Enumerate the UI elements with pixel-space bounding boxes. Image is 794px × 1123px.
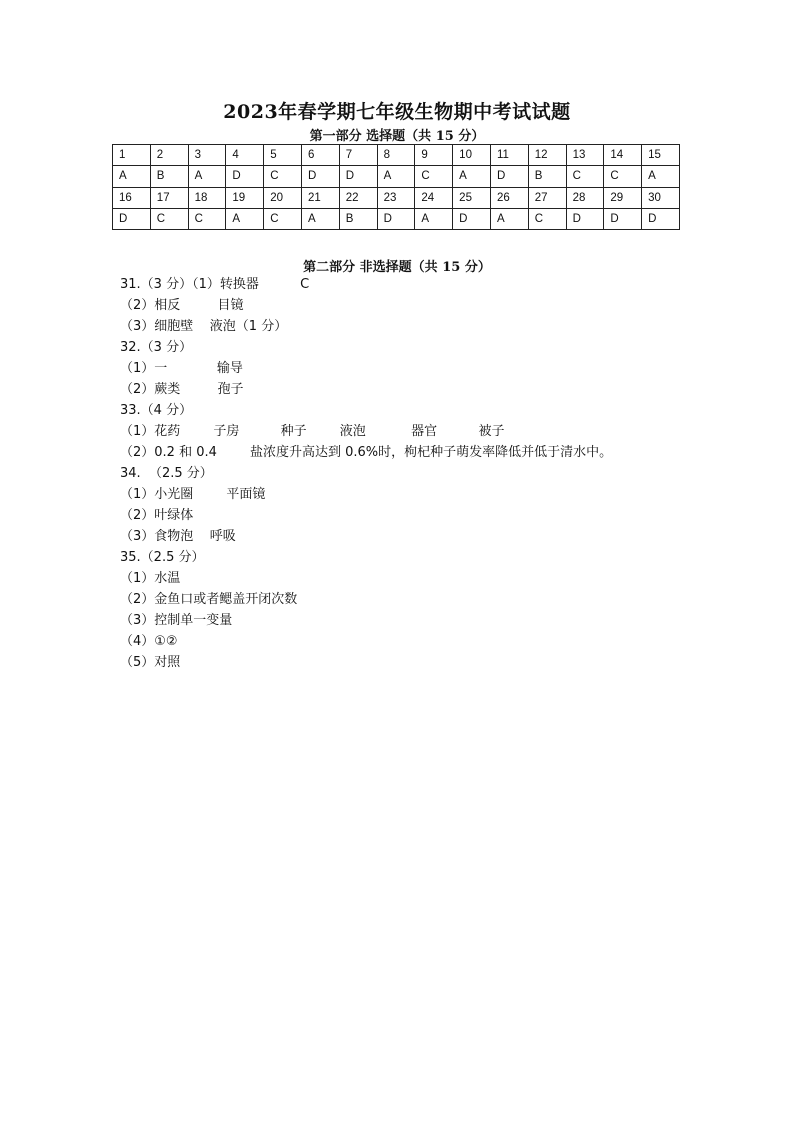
question-number-row [113, 145, 680, 166]
question-number-cell: 3 [188, 145, 226, 166]
question-number-cell: 15 [642, 145, 680, 166]
part1-heading: 第一部分 选择题（共 15 分） [309, 129, 485, 144]
answer-line: （2）金鱼口或者鳃盖开闭次数 [120, 592, 298, 607]
answer-line: 32.（3 分） [120, 340, 193, 355]
answer-line: （4）①② [120, 634, 178, 649]
question-number-cell: 5 [264, 145, 302, 166]
answer-line: （3）细胞壁 液泡（1 分） [120, 319, 288, 334]
question-number-cell: 7 [339, 145, 377, 166]
question-number-cell: 9 [415, 145, 453, 166]
question-number-cell: 20 [264, 187, 302, 208]
answer-cell: C [264, 166, 302, 187]
answer-cell: B [339, 208, 377, 229]
answer-cell: A [301, 208, 339, 229]
answer-cell: A [642, 166, 680, 187]
answer-cell: C [604, 166, 642, 187]
answer-cell: D [113, 208, 151, 229]
answer-cell: D [301, 166, 339, 187]
answer-cell: B [150, 166, 188, 187]
answer-cell: D [339, 166, 377, 187]
question-number-cell: 10 [453, 145, 491, 166]
answer-line: （2）蕨类 孢子 [120, 382, 244, 397]
answer-cell: C [415, 166, 453, 187]
answer-cell: D [226, 166, 264, 187]
question-number-cell: 30 [642, 187, 680, 208]
question-number-cell: 4 [226, 145, 264, 166]
question-number-row [113, 187, 680, 208]
answer-line: （2）叶绿体 [120, 508, 194, 523]
answer-cell: A [377, 166, 415, 187]
question-number-cell: 12 [528, 145, 566, 166]
question-number-cell: 21 [301, 187, 339, 208]
question-number-cell: 28 [566, 187, 604, 208]
answer-cell: D [453, 208, 491, 229]
answer-line: 31.（3 分）（1）转换器 C [120, 277, 310, 292]
answer-cell: D [642, 208, 680, 229]
question-number-cell: 25 [453, 187, 491, 208]
answer-cell: D [566, 208, 604, 229]
question-number-cell: 17 [150, 187, 188, 208]
answer-cell: A [415, 208, 453, 229]
answer-cell: C [188, 208, 226, 229]
answer-line: 34. （2.5 分） [120, 466, 213, 481]
question-number-cell: 16 [113, 187, 151, 208]
question-number-cell: 26 [490, 187, 528, 208]
answer-cell: B [528, 166, 566, 187]
question-number-cell: 19 [226, 187, 264, 208]
answer-line: 33.（4 分） [120, 403, 193, 418]
question-number-cell: 1 [113, 145, 151, 166]
answer-cell: D [490, 166, 528, 187]
answer-line: （1）一 输导 [120, 361, 243, 376]
choice-answer-table [112, 144, 680, 230]
part2-heading: 第二部分 非选择题（共 15 分） [303, 260, 491, 275]
non-choice-answers [120, 274, 612, 673]
answer-cell: A [188, 166, 226, 187]
answer-cell: C [264, 208, 302, 229]
answer-cell: A [453, 166, 491, 187]
question-number-cell: 24 [415, 187, 453, 208]
question-number-cell: 23 [377, 187, 415, 208]
answer-cell: C [150, 208, 188, 229]
question-number-cell: 18 [188, 187, 226, 208]
page-title: 2023年春学期七年级生物期中考试试题 [223, 101, 571, 123]
answer-cell: C [566, 166, 604, 187]
answer-cell: C [528, 208, 566, 229]
question-number-cell: 8 [377, 145, 415, 166]
answer-line: 35.（2.5 分） [120, 550, 205, 565]
answer-row [113, 208, 680, 229]
question-number-cell: 13 [566, 145, 604, 166]
answer-line: （2）相反 目镜 [120, 298, 244, 313]
answer-line: （2）0.2 和 0.4 盐浓度升高达到 0.6%时，枸杞种子萌发率降低并低于清水中。 [120, 445, 613, 460]
question-number-cell: 6 [301, 145, 339, 166]
answer-line: （3）食物泡 呼吸 [120, 529, 236, 544]
answer-line: （5）对照 [120, 655, 181, 670]
question-number-cell: 11 [490, 145, 528, 166]
answer-cell: D [604, 208, 642, 229]
question-number-cell: 27 [528, 187, 566, 208]
question-number-cell: 2 [150, 145, 188, 166]
answer-line: （1）花药 子房 种子 液泡 器官 被子 [120, 424, 505, 439]
question-number-cell: 29 [604, 187, 642, 208]
answer-line: （3）控制单一变量 [120, 613, 233, 628]
answer-line: （1）小光圈 平面镜 [120, 487, 266, 502]
answer-cell: A [490, 208, 528, 229]
answer-cell: A [113, 166, 151, 187]
answer-cell: D [377, 208, 415, 229]
question-number-cell: 14 [604, 145, 642, 166]
answer-cell: A [226, 208, 264, 229]
answer-line: （1）水温 [120, 571, 181, 586]
answer-row [113, 166, 680, 187]
question-number-cell: 22 [339, 187, 377, 208]
